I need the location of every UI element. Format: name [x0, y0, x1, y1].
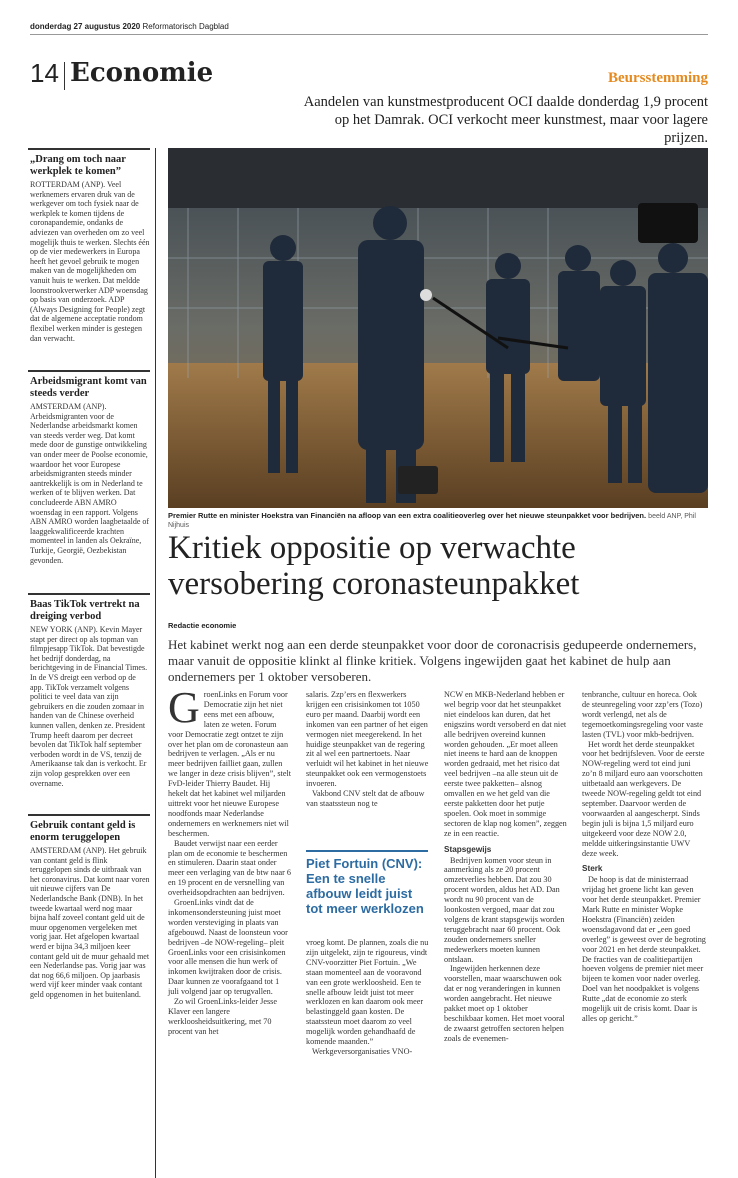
paragraph — [168, 683, 292, 839]
photo-credit: beeld ANP, Phil Nijhuis — [168, 513, 696, 529]
photo-caption — [168, 511, 708, 529]
paragraph: tenbranche, cultuur en horeca. Ook de steunregeling voor zzp’ers (Tozo) wordt verlengd, net als de tegemoetkomingsregeling voor vaste lasten (TVL) voor mkb-bedrijven. — [582, 690, 703, 739]
beurs-label: Beursstemming — [608, 70, 708, 86]
article-column-2b — [306, 938, 430, 1057]
article-column-4 — [582, 690, 706, 1024]
top-rule — [30, 34, 708, 35]
paragraph: GroenLinks vindt dat de inkomensondersteuning juist moet worden versteviging in plaats van afgebouwd. Naast de loonsteun voor bedrijven –de NOW-regeling– pleit GroenLinks voor een crisisinkomen voor alle mensen die hun werk of inkomen kwijtraken door de crisis. Daar kunnen ze voorafgaand tot 1 juli volgend jaar op terugvallen. — [168, 898, 288, 997]
press-photo — [168, 148, 708, 508]
subheading: Stapsgewijs — [444, 844, 492, 854]
brief-text: AMSTERDAM (ANP). Arbeidsmigranten voor de Nederlandse arbeidsmarkt komen van steeds verder weg. Dat komt mede door de gunstige ontwikkeling van onder meer de Poolse economie, waardoor het voor Europese arbeidsmigranten steeds minder aantrekkelijk is om in Nederland te werken of te blijven werken. Dat concludeerde ABN AMRO woensdag in een rapport. Volgens ABN AMRO worden laagbetaalde of laaggekwalificeerde krachten momenteel in landen als Oekraïne, Turkije, Georgië, Oezbekistan gevonden. — [30, 402, 150, 565]
caption-text: Premier Rutte en minister Hoekstra van Financiën na afloop van een extra coalitieoverleg over het nieuwe steunpakket voor bedrijven. — [168, 511, 647, 520]
paragraph: vroeg komt. De plannen, zoals die nu zijn uitgelekt, zijn te rigoureus, vindt CNV-voorzitter Piet Fortuin. „We staan momenteel aan de vooravond van een grote werkloosheid. Een te snelle afbouw leidt juist tot meer werklozen en kan daarom ook meer belastinggeld gaan kosten. De staatssteun moet daarom zo veel mogelijk worden gehandhaafd de komende maanden.” — [306, 938, 429, 1047]
drop-cap: G — [168, 683, 200, 732]
paragraph: Zo wil GroenLinks-leider Jesse Klaver een langere werkloosheidsuitkering, met 70 procent van het — [168, 997, 277, 1036]
article-column-1 — [168, 683, 292, 1037]
brief-item — [28, 370, 150, 565]
paragraph: Vakbond CNV stelt dat de afbouw van staatssteun nog te — [306, 789, 425, 808]
page-number: 14 — [30, 58, 59, 88]
paragraph: salaris. Zzp’ers en flexwerkers krijgen een crisisinkomen tot 1050 euro per maand. Daarbij wordt een inkomen van een partner of het eigen vermogen niet meegerekend. In het huidige steunpakket van de regering zit al wel een partnertoets. Naar verluidt wil het kabinet in het nieuwe steunpakket ook een vermogenstoets invoeren. — [306, 690, 429, 789]
brief-text: AMSTERDAM (ANP). Het gebruik van contant geld is flink teruggelopen sinds de uitbraak van het coronavirus. Dat komt naar voren uit nieuwe cijfers van De Nederlandsche Bank (DNB). In het tweede kwartaal werd nog maar bijna half zoveel contant geld uit de muur opgenomen vergeleken met vorig jaar. Het afgelopen kwartaal werd er bijna 34,3 miljoen keer contant geld uit de muur gehaald met een Nederlandse pas. Vorig jaar was dat nog 66,6 miljoen. Op jaarbasis werd vijf keer minder vaak contant geld opgenomen in het buitenland. — [30, 846, 150, 999]
paragraph: Baudet verwijst naar een eerder plan om de economie te beschermen en stimuleren. Daarin staat onder meer een verlaging van de btw naar 6 en 19 procent en de versnelling van overheidsopdrachten aan bedrijven. — [168, 838, 291, 898]
byline: Redactie economie — [168, 621, 237, 630]
date: donderdag 27 augustus 2020 — [30, 22, 141, 31]
article-intro: Het kabinet werkt nog aan een derde steunpakket voor door de coronacrisis gedupeerde ondernemers, maar vanuit de oppositie klinkt al flinke kritiek. Volgens ingewijden gaat het kabinet de hulp aan ondernemers per 1 oktober versoberen. — [168, 637, 697, 684]
dateline — [30, 22, 229, 31]
brief-text: NEW YORK (ANP). Kevin Mayer stapt per direct op als topman van filmpjesapp TikTok. Dat bevestigde het bedrijf donderdag, na berichtgeving in de Financial Times. In de VS dreigt een verbod op de app. TikTok verzamelt volgens politici te veel data van zijn gebruikers en die zouden zomaar in handen van de Chinese overheid kunnen vallen, denken ze. President Trump heeft daarom per decreet bevolen dat TikTok half september verboden wordt in de VS, tenzij de Amerikaanse tak dan is verkocht. Er zijn volop gesprekken over een overname. — [30, 625, 148, 788]
beurs-text: Aandelen van kunstmestproducent OCI daalde donderdag 1,9 procent op het Damrak. OCI verkocht meer kunstmest, maar voor lagere prijzen. — [303, 94, 708, 146]
news-briefs-column — [28, 148, 156, 1178]
paragraph: De hoop is dat de ministerraad vrijdag het groene licht kan geven voor het derde steunpakket. Premier Mark Rutte en minister Wopke Hoekstra (Financiën) zeiden woensdagavond dat er „een goed overleg” is geweest over de begroting voor 2021 en het derde steunpakket. De fracties van de coalitiepartijen hoeven volgens de premier niet meer bijeen te komen voor nader overleg. Doel van het noodpakket is volgens Rutte „dat de economie zo sterk mogelijk uit de crisis komt. Daar is alles op gericht.” — [582, 875, 706, 1023]
paragraph: Het wordt het derde steunpakket voor het bedrijfsleven. Voor de eerste NOW-regeling werd tot eind juni zo’n 8 miljard euro aan voorschotten uitbetaald aan werkgevers. De tweede NOW-regeling geldt tot eind september. Daarvoor werden de voorwaarden al aangescherpt. Sinds begin juli is bijna 1,5 miljard euro uitgekeerd voor deze NOW 2.0, meldde uitkeringsinstantie UWV deze week. — [582, 739, 705, 858]
paragraph: Bedrijven komen voor steun in aanmerking als ze 20 procent omzetverlies hebben. Dat zou 30 procent worden, aldus het AD. Dan wordt nu 90 procent van de loonkosten vergoed, maar dat zou volgens de krant stapsgewijs worden teruggebracht naar 60 procent. Ook zouden ondernemers sneller medewerkers moeten kunnen ontslaan. — [444, 855, 565, 964]
subheading: Sterk — [582, 864, 603, 874]
brief-title: Baas TikTok vertrekt na dreiging verbod — [30, 599, 140, 622]
paragraph-text: roenLinks en Forum voor Democratie zijn het niet eens met een afbouw, laten ze weten. Forum voor Democratie zegt ontzet te zijn over het plan om de coronasteun aan bedrijven te verlagen. „Als er nu meer bedrijven failliet gaan, zullen we langer in deze crisis blijven”, stelt FvD-leider Thierry Baudet. Hij hekelt dat het kabinet wel miljarden uittrekt voor het nieuwe Europese noodfonds maar Nederlandse ondernemers en werknemers niet wil beschermen. — [168, 690, 291, 838]
article-column-3 — [444, 690, 568, 1044]
article-column-2 — [306, 690, 430, 809]
brief-title: Arbeidsmigrant komt van steeds verder — [30, 376, 147, 399]
brief-title: Gebruik contant geld is enorm teruggelopen — [30, 820, 136, 843]
brief-text: ROTTERDAM (ANP). Veel werknemers ervaren druk van de werkgever om toch fysiek naar de werkplek te komen tijdens de coronapandemie, ondanks de adviezen van overheden om zo veel mogelijk thuis te werken. Slechts één op de vier medewerkers in Europa heeft het gevoel gebruik te mogen maken van de mogelijkheden om vanuit huis te werken. Dat meldde loonstrookverwerker ADP woensdag op basis van onderzoek. ADP (Always Designing for People) zegt dat de algemene acceptatie rondom flexibel werken minder is gestegen dan verwacht. — [30, 180, 150, 343]
paragraph: Ingewijden herkennen deze voorstellen, maar waarschuwen ook dat er nog veranderingen in kunnen worden aangebracht. Het nieuwe pakket moet op 1 oktober beschikbaar komen. Het moet vooral de zwaarst getroffen sectoren helpen zoals de evenemen- — [444, 964, 565, 1043]
article-headline: Kritiek oppositie op verwachte versobering coronasteunpakket — [168, 530, 580, 602]
brief-item — [28, 593, 150, 788]
section-title: Economie — [70, 58, 214, 88]
paper-name: Reformatorisch Dagblad — [142, 22, 229, 31]
section-divider — [64, 62, 65, 90]
paragraph: Werkgeversorganisaties VNO- — [312, 1046, 413, 1056]
brief-item — [28, 814, 150, 1000]
brief-item — [28, 148, 150, 343]
brief-title: „Drang om toch naar werkplek te komen” — [30, 154, 126, 177]
pull-quote: Piet Fortuin (CNV): Een te snelle afbouw leidt juist tot meer werklozen — [306, 850, 428, 916]
paragraph: NCW en MKB-Nederland hebben er wel begrip voor dat het steunpakket niet eindeloos kan duren, dat het enigszins wordt versoberd en dat niet alle bedrijven overeind kunnen worden gehouden. „Er moet alleen niet ineens te hard aan de knoppen worden gedraaid, met het risico dat veel bedrijven –na alle steun uit de eerste twee pakketten– alsnog omvallen en we het geld van die eerste pakketten door het putje spoelen. Ook moet in sommige sectoren de klap nog komen”, zeggen ze in een reactie. — [444, 690, 567, 838]
